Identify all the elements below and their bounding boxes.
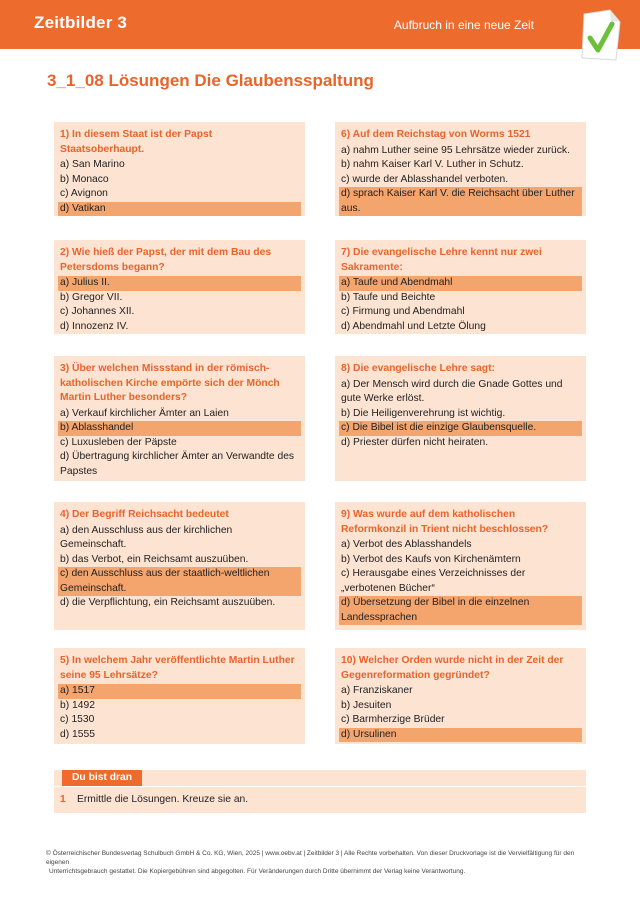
footer-line-1: © Österreichischer Bundesverlag Schulbuch GmbH & Co. KG, Wien, 2025 | www.oebv.at | Zeitbilder 3 | Alle Rechte vorbehalten. Von dieser Druckvorlage ist die Vervielfältigung für den eigenen <box>46 850 575 866</box>
answer-option[interactable]: c) Luxusleben der Päpste <box>60 436 177 448</box>
question-box-3 <box>54 356 305 481</box>
answer-option-correct[interactable]: a) 1517 <box>58 684 301 699</box>
answer-option[interactable]: b) 1492 <box>60 699 95 711</box>
question-box-9 <box>335 502 586 630</box>
answer-option-correct[interactable]: c) Die Bibel ist die einzige Glaubensquelle. <box>339 421 582 436</box>
question-text: 6) Auf dem Reichstag von Worms 1521 <box>341 129 531 140</box>
answer-option[interactable]: b) Jesuiten <box>341 699 392 711</box>
answer-option[interactable]: c) Herausgabe eines Verzeichnisses der „verbotenen Bücher“ <box>341 568 526 594</box>
answer-option-correct[interactable]: d) sprach Kaiser Karl V. die Reichsacht über Luther aus. <box>339 187 582 216</box>
question-box-5 <box>54 648 305 744</box>
question-text: 8) Die evangelische Lehre sagt: <box>341 363 495 374</box>
answer-option[interactable]: b) nahm Kaiser Karl V. Luther in Schutz. <box>341 159 524 170</box>
question-box-10 <box>335 648 586 744</box>
answer-option[interactable]: d) Abendmahl und Letzte Ölung <box>341 320 486 332</box>
answer-option[interactable]: c) 1530 <box>60 714 95 725</box>
question-box-1 <box>54 122 305 216</box>
answer-option[interactable]: c) Avignon <box>60 188 108 199</box>
answer-option[interactable]: d) Übertragung kirchlicher Ämter an Verwandte des Papstes <box>60 451 295 477</box>
question-box-7 <box>335 240 586 334</box>
answer-option[interactable]: a) den Ausschluss aus der kirchlichen Gemeinschaft. <box>60 524 233 550</box>
answer-option[interactable]: d) Priester dürfen nicht heiraten. <box>341 436 489 448</box>
question-box-4 <box>54 502 305 630</box>
answer-option-correct[interactable]: d) Ursulinen <box>339 728 582 743</box>
task-row <box>54 787 586 813</box>
question-text: 5) In welchem Jahr veröffentlichte Martin Luther seine 95 Lehrsätze? <box>60 655 295 681</box>
answer-option[interactable]: c) Barmherzige Brüder <box>341 714 445 725</box>
answer-option[interactable]: a) Franziskaner <box>341 685 413 696</box>
answer-option[interactable]: c) Johannes XII. <box>60 306 135 317</box>
question-text: 4) Der Begriff Reichsacht bedeutet <box>60 509 229 520</box>
answer-option[interactable]: a) San Marino <box>60 159 125 170</box>
paper-checkmark-icon <box>576 8 624 64</box>
chapter-subtitle: Aufbruch in eine neue Zeit <box>393 18 534 32</box>
answer-option[interactable]: b) Gregor VII. <box>60 291 123 303</box>
brand-title: Zeitbilder 3 <box>34 13 128 32</box>
page-title: 3_1_08 Lösungen Die Glaubensspaltung <box>47 71 374 90</box>
answer-option[interactable]: d) Innozenz IV. <box>60 320 129 332</box>
answer-option-correct[interactable]: a) Julius II. <box>58 276 301 291</box>
answer-option[interactable]: b) Monaco <box>60 173 109 185</box>
answer-option[interactable]: b) das Verbot, ein Reichsamt auszuüben. <box>60 553 249 565</box>
task-header-bar <box>54 770 586 786</box>
task-text: Ermittle die Lösungen. Kreuze sie an. <box>77 794 249 805</box>
answer-option-correct[interactable]: c) den Ausschluss aus der staatlich-weltlichen Gemeinschaft. <box>58 567 301 596</box>
question-text: 10) Welcher Orden wurde nicht in der Zeit der Gegenreformation gegründet? <box>341 655 564 681</box>
answer-option-correct[interactable]: d) Vatikan <box>58 202 301 217</box>
answer-option-correct[interactable]: d) Übersetzung der Bibel in die einzelnen Landessprachen <box>339 596 582 625</box>
answer-option[interactable]: c) Firmung und Abendmahl <box>341 306 465 317</box>
question-text: 1) In diesem Staat ist der Papst Staatsoberhaupt. <box>60 129 213 155</box>
answer-option-correct[interactable]: a) Taufe und Abendmahl <box>339 276 582 291</box>
answer-option[interactable]: c) wurde der Ablasshandel verboten. <box>341 173 509 185</box>
answer-option[interactable]: a) nahm Luther seine 95 Lehrsätze wieder zurück. <box>341 144 570 156</box>
question-box-8 <box>335 356 586 481</box>
question-text: 7) Die evangelische Lehre kennt nur zwei Sakramente: <box>341 247 542 273</box>
question-box-2 <box>54 240 305 334</box>
answer-option[interactable]: a) Verbot des Ablasshandels <box>341 539 472 550</box>
task-number: 1 <box>60 794 66 805</box>
question-box-6 <box>335 122 586 216</box>
answer-option[interactable]: b) Taufe und Beichte <box>341 291 436 303</box>
question-text: 9) Was wurde auf dem katholischen Reformkonzil in Trient nicht beschlossen? <box>341 509 549 535</box>
task-label: Du bist dran <box>62 770 142 786</box>
answer-option[interactable]: a) Verkauf kirchlicher Ämter an Laien <box>60 407 229 419</box>
question-text: 2) Wie hieß der Papst, der mit dem Bau des Petersdoms begann? <box>60 247 272 273</box>
answer-option[interactable]: d) 1555 <box>60 728 95 740</box>
answer-option[interactable]: d) die Verpflichtung, ein Reichsamt auszuüben. <box>60 597 276 608</box>
page-header <box>0 0 640 49</box>
answer-option[interactable]: a) Der Mensch wird durch die Gnade Gottes und gute Werke erlöst. <box>341 378 563 404</box>
answer-option-correct[interactable]: b) Ablasshandel <box>58 421 301 436</box>
copyright-footer <box>46 849 586 876</box>
question-text: 3) Über welchen Missstand in der römisch-katholischen Kirche empörte sich der Mönch Martin Luther besonders? <box>60 363 280 403</box>
answer-option[interactable]: b) Verbot des Kaufs von Kirchenämtern <box>341 553 521 565</box>
answer-option[interactable]: b) Die Heiligenverehrung ist wichtig. <box>341 407 506 419</box>
footer-line-2: Unterrichtsgebrauch gestattet. Die Kopiergebühren sind abgegolten. Für Veränderungen durch Dritte übernimmt der Verlag keine Verantwortung. <box>49 868 466 875</box>
